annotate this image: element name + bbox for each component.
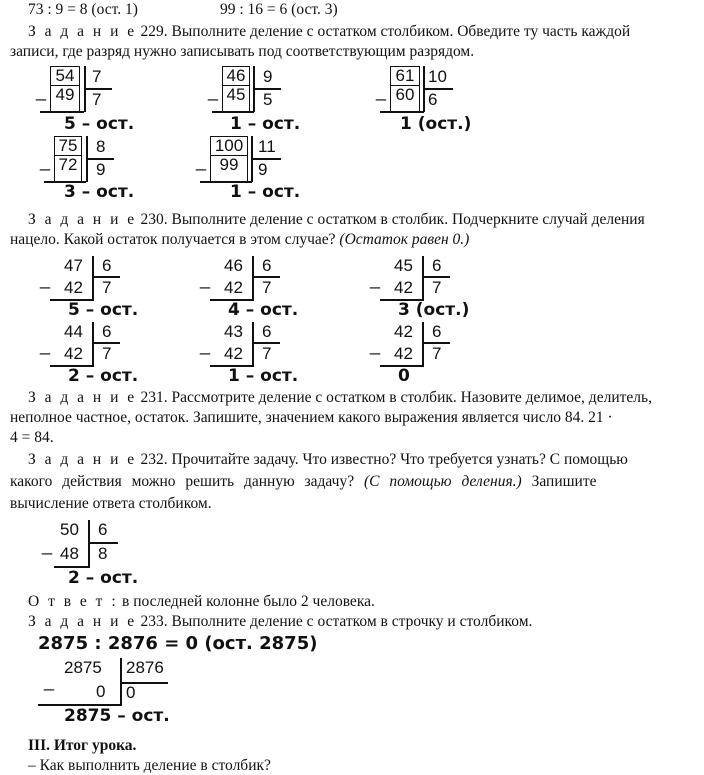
task-233-line-1: З а д а н и е 233. Выполните деление с остатком в строчку и столбиком. xyxy=(28,613,533,630)
remainder: 2 – ост. xyxy=(68,568,139,588)
quotient: 7 xyxy=(92,90,102,109)
quotient: 7 xyxy=(262,278,272,297)
divisor: 6 xyxy=(432,256,442,275)
task-232-line-1: З а д а н и е 232. Прочитайте задачу. Что известно? Что требуется узнать? С помощью xyxy=(28,451,628,468)
quotient: 0 xyxy=(126,683,136,702)
task-232-line-3: вычисление ответа столбиком. xyxy=(10,495,212,512)
inline-division: 2875 : 2876 = 0 (ост. 2875) xyxy=(38,633,318,654)
quotient: 8 xyxy=(98,544,108,563)
divisor: 2876 xyxy=(126,658,164,677)
quotient: 7 xyxy=(432,278,442,297)
dividend: 46 xyxy=(226,66,246,85)
minus-sign: _ xyxy=(200,335,211,355)
quotient: 9 xyxy=(258,160,268,179)
dividend: 43 xyxy=(224,322,243,341)
dividend: 45 xyxy=(394,256,413,275)
division-bar xyxy=(252,256,254,300)
minus-sign: _ xyxy=(370,269,381,289)
divisor: 6 xyxy=(102,322,112,341)
summary-heading: III. Итог урока. xyxy=(28,737,137,754)
quotient: 6 xyxy=(428,90,438,109)
dividend: 54 xyxy=(55,66,75,85)
task-232-line-2: какого действия можно решить данную задачу? (С помощью деления.) Запишите xyxy=(10,473,597,490)
dividend: 42 xyxy=(394,322,413,341)
quotient: 9 xyxy=(96,160,106,179)
task-229-line-1: З а д а н и е 229. Выполните деление с остатком столбиком. Обведите ту часть каждой xyxy=(28,23,631,40)
subtrahend: 49 xyxy=(51,85,79,104)
dividend: 46 xyxy=(224,256,243,275)
task-label: З а д а н и е xyxy=(28,451,137,468)
divisor: 11 xyxy=(258,137,276,156)
answer-hint: (Остаток равен 0.) xyxy=(339,231,470,248)
subtrahend: 42 xyxy=(394,278,413,297)
subtrahend: 0 xyxy=(96,682,106,701)
summary-question: – Как выполнить деление в столбик? xyxy=(28,757,271,774)
division-bar xyxy=(92,256,94,300)
remainder: 4 – ост. xyxy=(228,300,299,320)
subtrahend: 45 xyxy=(223,85,249,104)
remainder: 1 (ост.) xyxy=(400,114,472,134)
divisor: 10 xyxy=(428,67,447,86)
minus-sign: _ xyxy=(40,269,51,289)
quotient: 7 xyxy=(102,344,112,363)
top-equation-1: 73 : 9 = 8 (ост. 1) xyxy=(28,1,138,18)
answer-line: О т в е т : в последней колонне было 2 человека. xyxy=(28,593,375,610)
dividend: 47 xyxy=(64,256,83,275)
subtrahend: 60 xyxy=(391,85,419,104)
dividend: 100 xyxy=(214,136,244,155)
dividend: 44 xyxy=(64,322,83,341)
subtrahend: 42 xyxy=(224,278,243,297)
remainder: 3 – ост. xyxy=(64,182,135,202)
divisor: 7 xyxy=(92,67,102,86)
divisor: 8 xyxy=(96,137,106,156)
minus-sign: _ xyxy=(370,335,381,355)
divisor: 6 xyxy=(98,520,108,539)
minus-sign: _ xyxy=(200,269,211,289)
remainder: 1 – ост. xyxy=(230,114,301,134)
minus-sign: _ xyxy=(40,335,51,355)
task-230-line-1: З а д а н и е 230. Выполните деление с остатком в столбик. Подчеркните случай деления xyxy=(28,211,645,228)
subtrahend: 99 xyxy=(211,155,247,174)
subtrahend: 48 xyxy=(60,544,79,563)
task-229-line-2: записи, где разряд нужно записывать под соответствующим разрядом. xyxy=(10,43,475,60)
subtrahend: 42 xyxy=(394,344,413,363)
divisor: 6 xyxy=(102,256,112,275)
division-bar xyxy=(422,322,424,366)
quotient: 7 xyxy=(262,344,272,363)
divisor: 9 xyxy=(263,67,273,86)
remainder: 1 – ост. xyxy=(230,182,301,202)
quotient: 7 xyxy=(102,278,112,297)
task-label: З а д а н и е xyxy=(28,613,137,630)
remainder: 2875 – ост. xyxy=(64,706,170,726)
remainder: 0 xyxy=(398,366,410,386)
answer-hint: (С помощью деления.) xyxy=(364,473,522,490)
remainder: 1 – ост. xyxy=(228,366,299,386)
dividend: 75 xyxy=(58,136,78,155)
quotient: 7 xyxy=(432,344,442,363)
top-equation-2: 99 : 16 = 6 (ост. 3) xyxy=(220,1,338,18)
division-bar xyxy=(92,322,94,366)
division-bar xyxy=(422,256,424,300)
dividend: 2875 xyxy=(64,658,102,677)
division-bar xyxy=(252,322,254,366)
dividend: 50 xyxy=(60,520,79,539)
subtrahend: 42 xyxy=(224,344,243,363)
task-label: З а д а н и е xyxy=(28,211,137,228)
subtrahend: 42 xyxy=(64,344,83,363)
task-label: З а д а н и е xyxy=(28,23,137,40)
remainder: 3 (ост.) xyxy=(398,300,470,320)
task-label: З а д а н и е xyxy=(28,389,137,406)
divisor: 6 xyxy=(432,322,442,341)
divisor: 6 xyxy=(262,322,272,341)
divisor: 6 xyxy=(262,256,272,275)
answer-label: О т в е т : xyxy=(28,593,119,610)
subtrahend: 42 xyxy=(64,278,83,297)
remainder: 2 – ост. xyxy=(68,366,139,386)
subtrahend: 72 xyxy=(55,155,81,174)
remainder: 5 – ост. xyxy=(68,300,139,320)
task-231-line-2: неполное частное, остаток. Запишите, значением какого выражения является число 84. 21 · xyxy=(10,409,613,426)
quotient: 5 xyxy=(263,90,273,109)
dividend: 61 xyxy=(395,66,415,85)
task-231-line-3: 4 = 84. xyxy=(10,429,54,446)
task-231-line-1: З а д а н и е 231. Рассмотрите деление с остатком в столбик. Назовите делимое, делитель, xyxy=(28,389,652,406)
task-230-line-2: нацело. Какой остаток получается в этом случае? (Остаток равен 0.) xyxy=(10,231,470,248)
remainder: 5 – ост. xyxy=(64,114,135,134)
